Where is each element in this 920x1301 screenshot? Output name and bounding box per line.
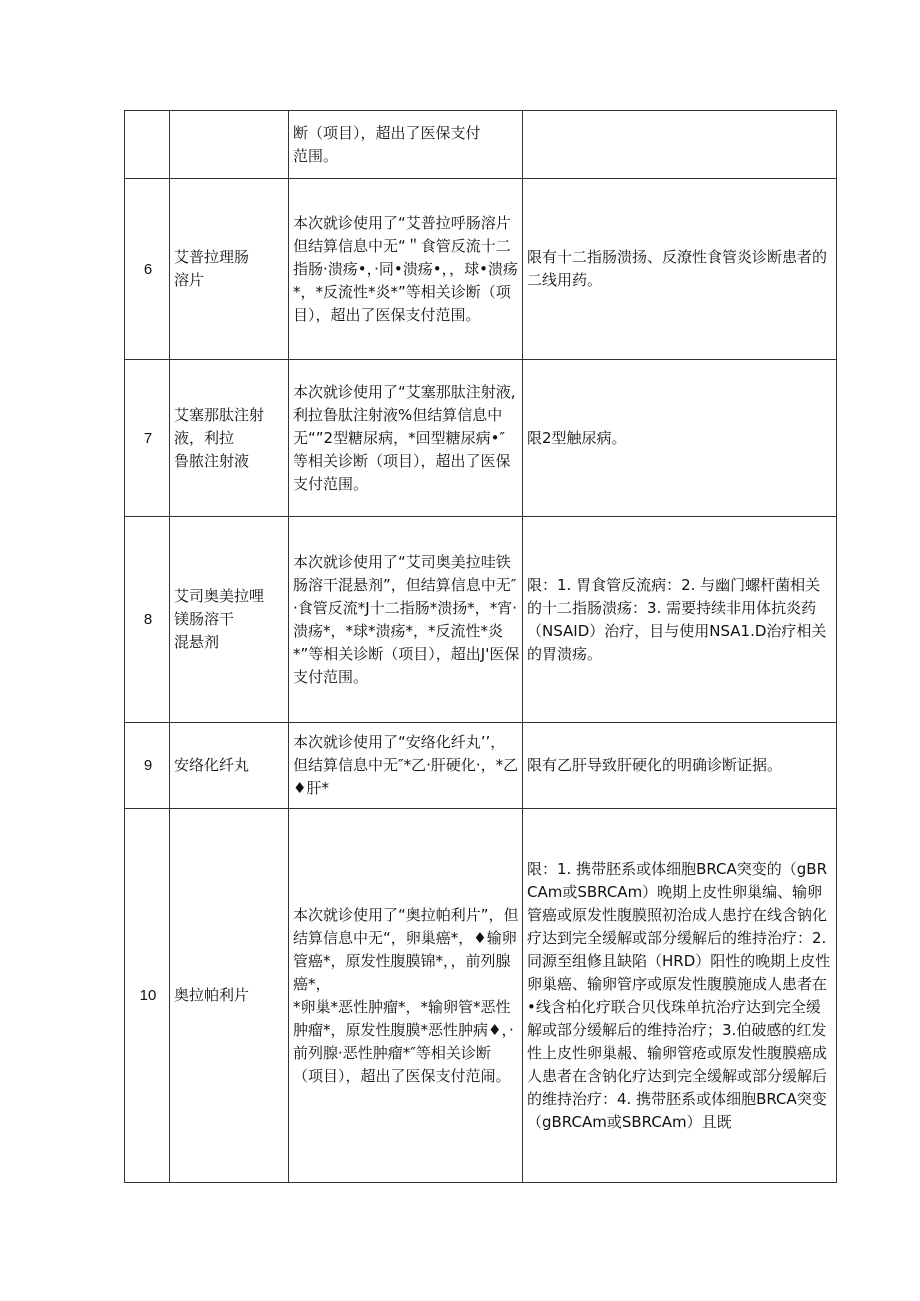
- violation-reason: 本次就诊使用了“艾普拉呼肠溶片但结算信息中无“＂食管反流十二指肠·溃疡•，·同•溃疡•，，球•溃疡*，*反流性*炎*”等相关诊断（项目），超出了医保支付范围。: [289, 179, 523, 360]
- restriction-text: 限：1. 携带胚系或体细胞BRCA突变的（gBRCAm或SBRCAm）晚期上皮性卵巢编、输卵管癌或原发性腹膜照初治成人患拧在线含钠化疗达到完全缓解或部分缓解后的维持治疗：2. 同源至组修且缺陷（HRD）阳性的晚期上皮性卵巢癌、输卵管序或原发性腹膜施成人患者在•线含柏化疗联合贝伐珠单抗治疗达到完全缓解或部分缓解后的维持治疗；3.伯破感的红发性上皮性卵巢赧、输卵管疮或原发性腹膜癌成人患者在含钠化疗达到完全缓解或部分缓解后的维持治疗：4. 携带胚系或体细胞BRCA突变（gBRCAm或SBRCAm）且既: [523, 809, 837, 1183]
- table-row: [125, 517, 837, 723]
- violation-reason: 断（项目），超出了医保支付 范围。: [289, 111, 523, 179]
- row-number: 8: [125, 517, 170, 723]
- drug-restriction-table: [124, 110, 837, 1183]
- restriction-text: 限2型触尿病。: [523, 360, 837, 517]
- restriction-text: 限有乙肝导致肝硬化的明确诊断证据。: [523, 723, 837, 809]
- violation-reason: 本次就诊使用了“艾司奥美拉哇铁肠溶干混悬剂”，但结算信息中无″·食管反流*J十二指肠*溃扬*，*宵·溃疡*，*球*溃疡*，*反流性*炎*”等相关诊断（项目），超出J'医保支付范围。: [289, 517, 523, 723]
- table-row: [125, 360, 837, 517]
- drug-name: [170, 111, 289, 179]
- table-row: [125, 111, 837, 179]
- violation-reason: 本次就诊使用了“安络化纤丸’’，但结算信息中无″*乙·肝硬化·，*乙♦肝*: [289, 723, 523, 809]
- table-row: [125, 809, 837, 1183]
- drug-name: 艾司奥美拉哩 镁肠溶干 混悬剂: [170, 517, 289, 723]
- row-number: 6: [125, 179, 170, 360]
- row-number: 7: [125, 360, 170, 517]
- table-row: [125, 179, 837, 360]
- restriction-text: 限：1. 胃食管反流病：2. 与幽门螺杆菌相关的十二指肠溃疡：3. 需要持续非用体抗炎药（NSAID）治疗，目与使用NSA1.D治疗相关的胃溃疡。: [523, 517, 837, 723]
- row-number: 10: [125, 809, 170, 1183]
- row-number: [125, 111, 170, 179]
- drug-name: 奥拉帕利片: [170, 809, 289, 1183]
- violation-reason: 本次就诊使用了“奥拉帕利片”，但结算信息中无“，卵巢癌*，♦输卵管癌*，原发性腹膜锦*，，前列腺癌*， *卵巢*恶性肿瘤*，*输卵管*恶性肿瘤*，原发性腹膜*恶性肿病♦，·前列腺·恶性肿瘤*″等相关诊断（项目），超出了医保支付范闹。: [289, 809, 523, 1183]
- table-row: [125, 723, 837, 809]
- restriction-text: [523, 111, 837, 179]
- row-number: 9: [125, 723, 170, 809]
- restriction-text: 限有十二指肠溃扬、反潦性食管炎诊断患者的二线用药。: [523, 179, 837, 360]
- drug-name: 安络化纤丸: [170, 723, 289, 809]
- violation-reason: 本次就诊使用了“艾塞那肽注射液, 利拉鲁肽注射液%但结算信息中无“”2型糖尿病，*回型糖尿病•″等相关诊断（项目），超出了医保支付范围。: [289, 360, 523, 517]
- drug-name: 艾普拉理肠 溶片: [170, 179, 289, 360]
- drug-name: 艾塞那肽注射 液，利拉 鲁脓注射液: [170, 360, 289, 517]
